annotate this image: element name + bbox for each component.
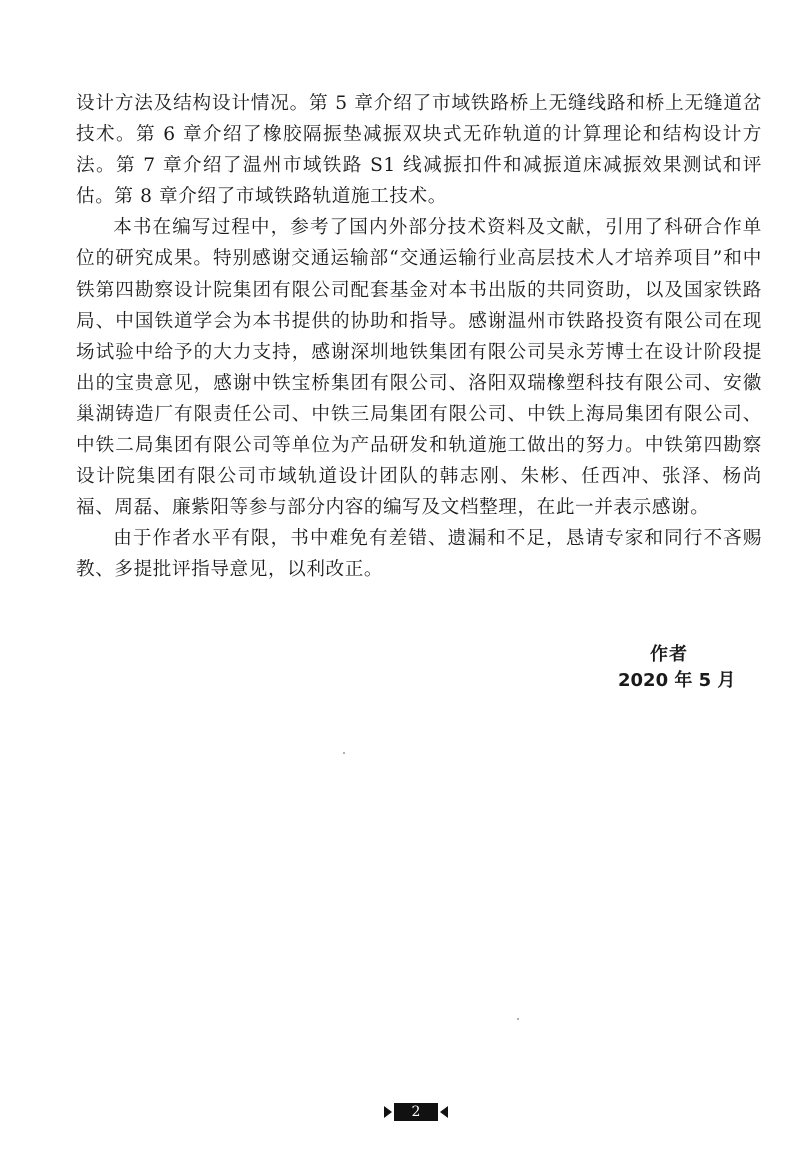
body-text [76,88,762,586]
signature-date: 2020 年 5 月 [618,670,736,691]
scan-speck [343,752,345,754]
left-arrow-icon [440,1106,448,1118]
paragraph-acknowledgements: 本书在编写过程中，参考了国内外部分技术资料及文献，引用了科研合作单位的研究成果。特别感谢交通运输部“交通运输行业高层技术人才培养项目”和中铁第四勘察设计院集团有限公司配套基金对本书出版的共同资助，以及国家铁路局、中国铁道学会为本书提供的协助和指导。感谢温州市铁路投资有限公司在现场试验中给予的大力支持，感谢深圳地铁集团有限公司吴永芳博士在设计阶段提出的宝贵意见，感谢中铁宝桥集团有限公司、洛阳双瑞橡塑科技有限公司、安徽巢湖铸造厂有限责任公司、中铁三局集团有限公司、中铁上海局集团有限公司、中铁二局集团有限公司等单位为产品研发和轨道施工做出的努力。中铁第四勘察设计院集团有限公司市域轨道设计团队的韩志刚、朱彬、任西冲、张泽、杨尚福、周磊、廉紫阳等参与部分内容的编写及文档整理，在此一并表示感谢。 [76,217,762,519]
scan-speck [517,1018,519,1020]
paragraph-continuation: 设计方法及结构设计情况。第 5 章介绍了市域铁路桥上无缝线路和桥上无缝道岔技术。第 6 章介绍了橡胶隔振垫减振双块式无砟轨道的计算理论和结构设计方法。第 7 章介绍了温州市域铁路 S1 线减振扣件和减振道床减振效果测试和评估。第 8 章介绍了市域铁路轨道施工技术。 [76,93,762,208]
page-number: 2 [394,1103,438,1121]
right-arrow-icon [384,1106,392,1118]
signature-author: 作者 [650,644,688,665]
page-number-marker [384,1103,448,1121]
paragraph-closing: 由于作者水平有限，书中难免有差错、遗漏和不足，恳请专家和同行不吝赐教、多提批评指导意见，以利改正。 [76,528,762,581]
